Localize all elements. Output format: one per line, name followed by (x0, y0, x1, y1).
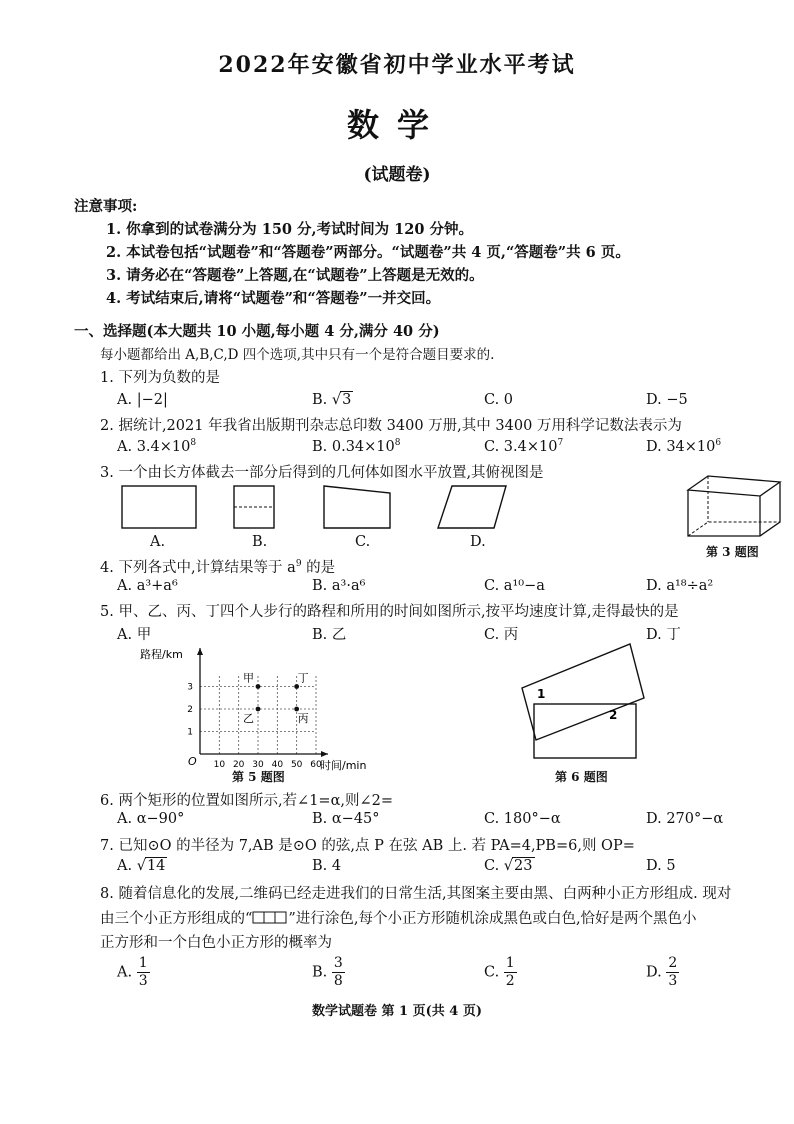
angle-2-label: 2 (609, 708, 618, 722)
option-a: A. |−2| (117, 392, 168, 408)
question-stem: 2. 据统计,2021 年我省出版期刊杂志总印数 3400 万册,其中 3400 万用科学记数法表示为 (100, 418, 682, 434)
subject-title: 数学 (346, 106, 447, 144)
q5-chart (130, 642, 390, 777)
data-point (256, 684, 261, 689)
option-b: B. $\frac{3}{8}$ (312, 955, 343, 989)
q3-options-figure (110, 480, 560, 550)
y-tick-label: 2 (187, 705, 193, 715)
question-stem: 6. 两个矩形的位置如图所示,若∠1=α,则∠2= (100, 793, 394, 809)
option-c: C. $\frac{1}{2}$ (484, 955, 515, 989)
figure-caption: 第 6 题图 (555, 770, 608, 784)
question-stem: 1. 下列为负数的是 (100, 370, 220, 386)
y-tick-label: 1 (187, 727, 193, 738)
option-a: A. a³+a⁶ (117, 578, 178, 594)
option-d: D. 270°−α (646, 811, 724, 827)
q3-solid-figure (680, 470, 790, 542)
question-stem-line3: 正方形和一个白色小正方形的概率为 (100, 935, 332, 951)
option-c: C. 0 (484, 392, 514, 408)
option-b: B. $0.34\times 10^8$ (312, 438, 401, 455)
notice-heading: 注意事项: (74, 198, 138, 215)
option-b: B. (252, 534, 268, 550)
data-point-label: 丁 (297, 671, 309, 685)
option-d: D. $34\times 10^6$ (646, 438, 722, 455)
option-a-shape (122, 486, 196, 528)
option-b: B. 4 (312, 858, 342, 874)
three-squares-icon (252, 911, 288, 924)
x-axis-label: 时间/min (320, 759, 367, 772)
q6-figure (520, 642, 670, 764)
angle-1-label: 1 (537, 687, 546, 701)
y-axis-label: 路程/km (140, 648, 183, 661)
y-axis-arrow (197, 648, 203, 655)
option-a: A. √14 (117, 858, 166, 874)
option-d: D. a¹⁸÷a² (646, 578, 714, 594)
notice-item: 3. 请务必在“答题卷”上答题,在“试题卷”上答题是无效的。 (106, 267, 484, 284)
option-a: A. $\frac{1}{3}$ (117, 955, 148, 989)
option-d: D. $\frac{2}{3}$ (646, 955, 678, 989)
data-point (256, 707, 261, 712)
x-tick-label: 20 (232, 760, 245, 770)
notice-item: 1. 你拿到的试卷满分为 150 分,考试时间为 120 分钟。 (106, 221, 473, 238)
option-c: C. $3.4\times 10^7$ (484, 438, 564, 455)
page-footer: 数学试题卷 第 1 页(共 4 页) (311, 1004, 483, 1019)
data-point (294, 707, 299, 712)
rectangle-lower (534, 704, 636, 758)
x-tick-label: 10 (213, 760, 226, 770)
question-stem: 3. 一个由长方体截去一部分后得到的几何体如图水平放置,其俯视图是 (100, 465, 544, 481)
option-c: C. 丙 (484, 627, 519, 643)
x-axis-arrow (321, 751, 328, 757)
x-tick-label: 50 (290, 760, 303, 770)
option-d: D. −5 (646, 392, 688, 408)
x-tick-label: 30 (252, 760, 264, 770)
option-d: D. 5 (646, 858, 676, 874)
x-tick-label: 40 (271, 760, 284, 770)
option-a: A. (150, 534, 166, 550)
question-stem: 8. 随着信息化的发展,二维码已经走进我们的日常生活,其图案主要由黑、白两种小正方形组成. 现对 (100, 886, 732, 902)
section-heading: 一、选择题(本大题共 10 小题,每小题 4 分,满分 40 分) (74, 323, 440, 340)
option-c: C. (355, 534, 371, 550)
y-tick-label: 3 (187, 682, 193, 693)
question-stem: 7. 已知⊙O 的半径为 7,AB 是⊙O 的弦,点 P 在弦 AB 上. 若 PA=4,PB=6,则 OP= (100, 838, 635, 854)
option-b: B. a³·a⁶ (312, 578, 366, 594)
option-b: B. √3 (312, 392, 352, 408)
data-point-label: 乙 (243, 712, 254, 725)
option-c: C. √23 (484, 858, 533, 874)
origin-label: O (188, 755, 197, 768)
question-stem-line2: 由三个小正方形组成的“ ”进行涂色,每个小正方形随机涂成黑色或白色,恰好是两个黑色小 (100, 911, 697, 927)
data-point (294, 684, 299, 689)
option-b: B. 乙 (312, 627, 347, 643)
question-stem: 4. 下列各式中,计算结果等于 $a^9$ 的是 (100, 559, 336, 576)
option-a: A. α−90° (117, 811, 185, 827)
option-b: B. α−45° (312, 811, 380, 827)
option-c: C. 180°−α (484, 811, 561, 827)
option-d-shape (438, 486, 506, 528)
section-instruction: 每小题都给出 A,B,C,D 四个选项,其中只有一个是符合题目要求的. (100, 347, 495, 363)
notice-item: 4. 考试结束后,请将“试题卷”和“答题卷”一并交回。 (106, 290, 441, 307)
option-c-shape (324, 486, 390, 528)
exam-title: 2022年安徽省初中学业水平考试 (218, 52, 576, 78)
option-d: D. (470, 534, 486, 550)
paper-type: (试题卷) (363, 165, 431, 185)
question-stem: 5. 甲、乙、丙、丁四个人步行的路程和所用的时间如图所示,按平均速度计算,走得最快的是 (100, 604, 679, 620)
figure-caption: 第 3 题图 (706, 545, 759, 559)
option-c: C. a¹⁰−a (484, 578, 545, 594)
option-d: D. 丁 (646, 627, 681, 643)
option-a: A. $3.4\times 10^8$ (117, 438, 197, 455)
option-a: A. 甲 (117, 627, 152, 643)
x-tick-label: 60 (310, 760, 322, 770)
figure-caption: 第 5 题图 (232, 770, 285, 784)
data-point-label: 丙 (297, 712, 309, 725)
notice-item: 2. 本试卷包括“试题卷”和“答题卷”两部分。“试题卷”共 4 页,“答题卷”共 6 页。 (106, 244, 630, 261)
data-point-label: 甲 (243, 671, 254, 685)
